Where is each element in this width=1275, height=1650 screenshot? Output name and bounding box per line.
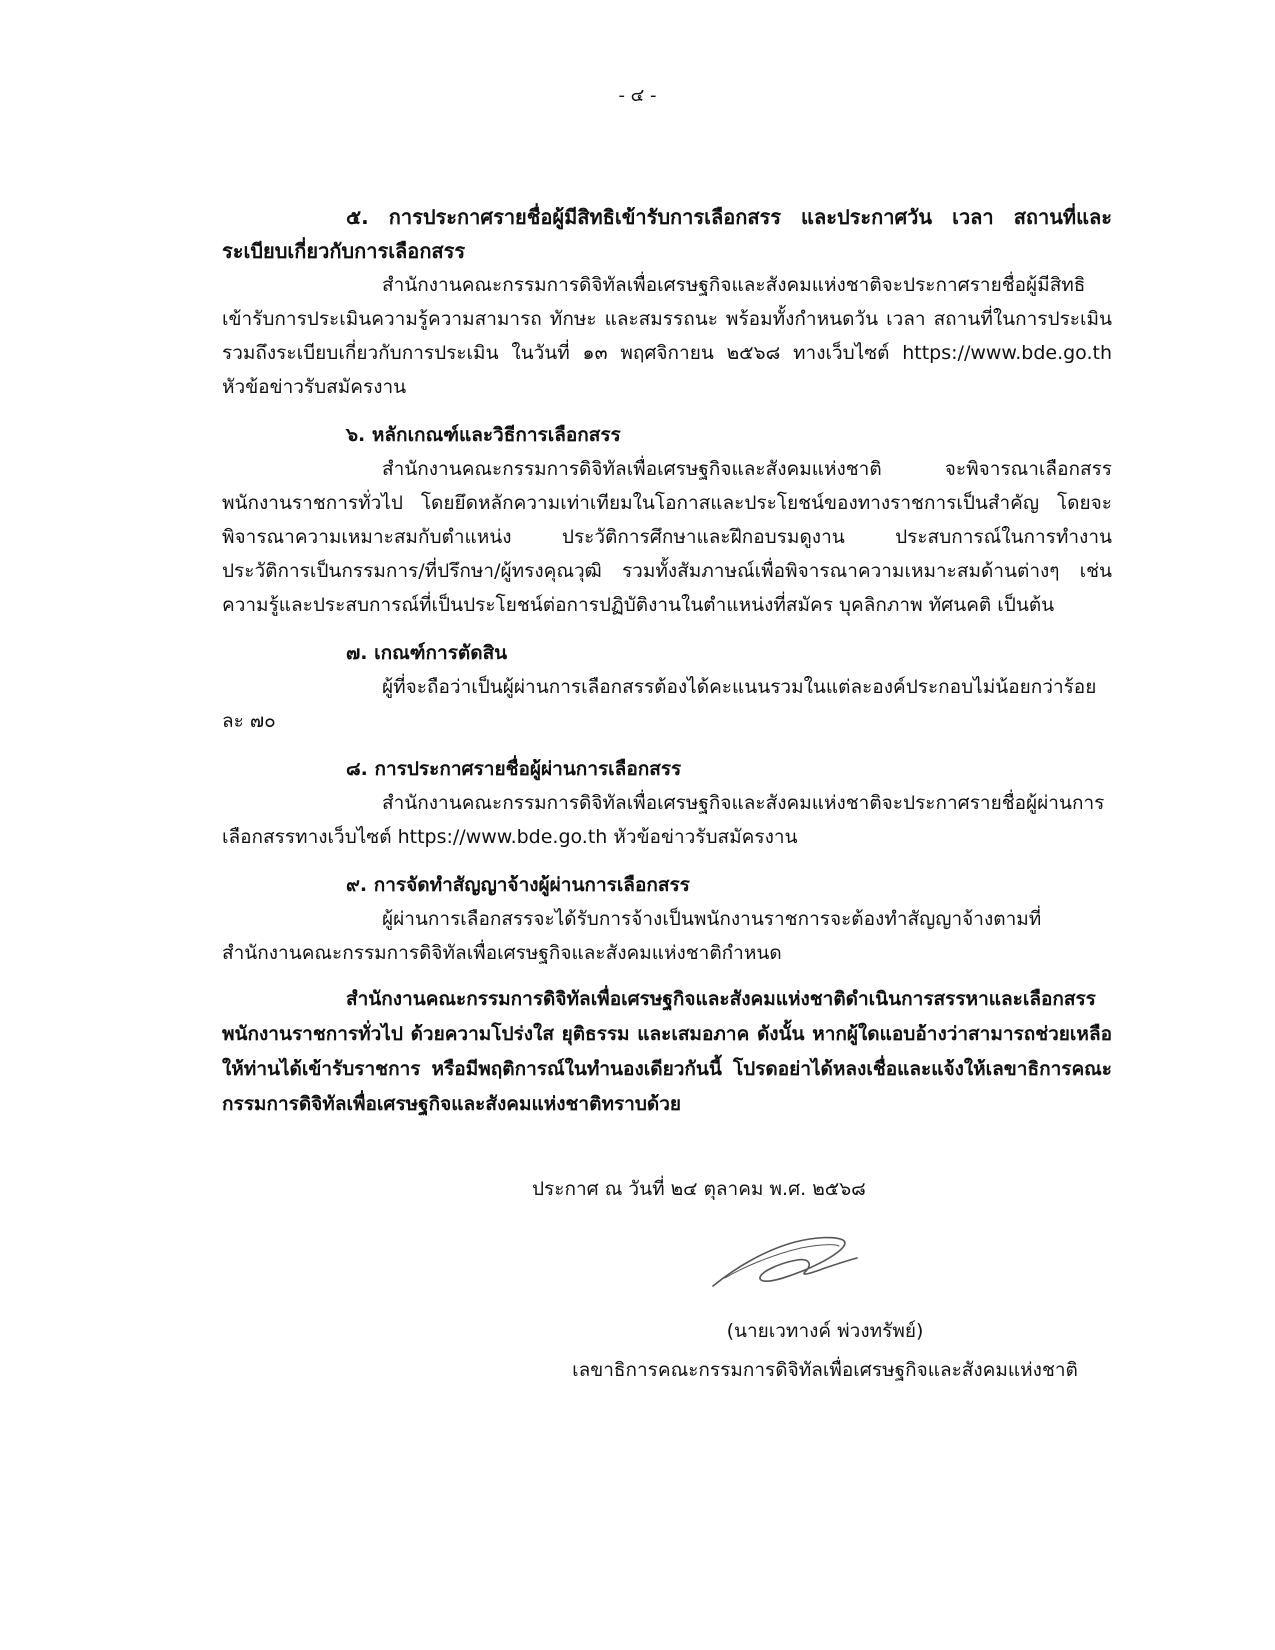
section-9-body: ผู้ผ่านการเลือกสรรจะได้รับการจ้างเป็นพนักงานราชการจะต้องทำสัญญาจ้างตามที่สำนักงานคณะกรรมการดิจิทัลเพื่อเศรษฐกิจและสังคมแห่งชาติกำหนด <box>222 908 1042 964</box>
document-body <box>222 200 1112 1141</box>
section-6-body: สำนักงานคณะกรรมการดิจิทัลเพื่อเศรษฐกิจและสังคมแห่งชาติ จะพิจารณาเลือกสรรพนักงานราชการทั่วไป โดยยึดหลักความเท่าเทียมในโอกาสและประโยชน์ของทางราชการเป็นสำคัญ โดยจะพิจารณาความเหมาะสมกับตำแหน่ง ประวัติการศึกษาและฝึกอบรมดูงาน ประสบการณ์ในการทำงาน ประวัติการเป็นกรรมการ/ที่ปรึกษา/ผู้ทรงคุณวุฒิ รวมทั้งสัมภาษณ์เพื่อพิจารณาความเหมาะสมด้านต่างๆ เช่น ความรู้และประสบการณ์ที่เป็นประโยชน์ต่อการปฏิบัติงานในตำแหน่งที่สมัคร บุคลิกภาพ ทัศนคติ เป็นต้น <box>222 458 1112 616</box>
signer-name: (นายเวทางค์ พ่วงทรัพย์) <box>726 1320 924 1342</box>
signature-image <box>705 1228 865 1298</box>
section-8-body: สำนักงานคณะกรรมการดิจิทัลเพื่อเศรษฐกิจและสังคมแห่งชาติจะประกาศรายชื่อผู้ผ่านการเลือกสรรทางเว็บไซต์ https://www.bde.go.th หัวข้อข่าวรับสมัครงาน <box>222 792 1105 848</box>
announcement-date: ประกาศ ณ วันที่ ๒๔ ตุลาคม พ.ศ. ๒๕๖๘ <box>532 1178 866 1200</box>
section-7-title: ๗. เกณฑ์การตัดสิน <box>346 642 508 664</box>
section-7-body: ผู้ที่จะถือว่าเป็นผู้ผ่านการเลือกสรรต้องได้คะแนนรวมในแต่ละองค์ประกอบไม่น้อยกว่าร้อยละ ๗๐ <box>222 676 1097 732</box>
signer-title: เลขาธิการคณะกรรมการดิจิทัลเพื่อเศรษฐกิจและสังคมแห่งชาติ <box>572 1359 1078 1381</box>
section-8-title: ๘. การประกาศรายชื่อผู้ผ่านการเลือกสรร <box>346 758 682 780</box>
section-5-title: ๕. การประกาศรายชื่อผู้มีสิทธิเข้ารับการเลือกสรร และประกาศวัน เวลา สถานที่และระเบียบเกี่ยวกับการเลือกสรร <box>222 205 1112 263</box>
page-number: - ๔ - <box>618 85 657 106</box>
section-9-title: ๙. การจัดทำสัญญาจ้างผู้ผ่านการเลือกสรร <box>346 874 690 896</box>
section-5-body: สำนักงานคณะกรรมการดิจิทัลเพื่อเศรษฐกิจและสังคมแห่งชาติจะประกาศรายชื่อผู้มีสิทธิเข้ารับการประเมินความรู้ความสามารถ ทักษะ และสมรรถนะ พร้อมทั้งกำหนดวัน เวลา สถานที่ในการประเมินรวมถึงระเบียบเกี่ยวกับการประเมิน ในวันที่ ๑๓ พฤศจิกายน ๒๕๖๘ ทางเว็บไซต์ https://www.bde.go.th หัวข้อข่าวรับสมัครงาน <box>222 274 1112 398</box>
anti-fraud-notice: สำนักงานคณะกรรมการดิจิทัลเพื่อเศรษฐกิจและสังคมแห่งชาติดำเนินการสรรหาและเลือกสรรพนักงานราชการทั่วไป ด้วยความโปร่งใส ยุติธรรม และเสมอภาค ดังนั้น หากผู้ใดแอบอ้างว่าสามารถช่วยเหลือให้ท่านได้เข้ารับราชการ หรือมีพฤติการณ์ในทำนองเดียวกันนี้ โปรดอย่าได้หลงเชื่อและแจ้งให้เลขาธิการคณะกรรมการดิจิทัลเพื่อเศรษฐกิจและสังคมแห่งชาติทราบด้วย <box>222 988 1112 1115</box>
section-6-title: ๖. หลักเกณฑ์และวิธีการเลือกสรร <box>346 424 621 446</box>
